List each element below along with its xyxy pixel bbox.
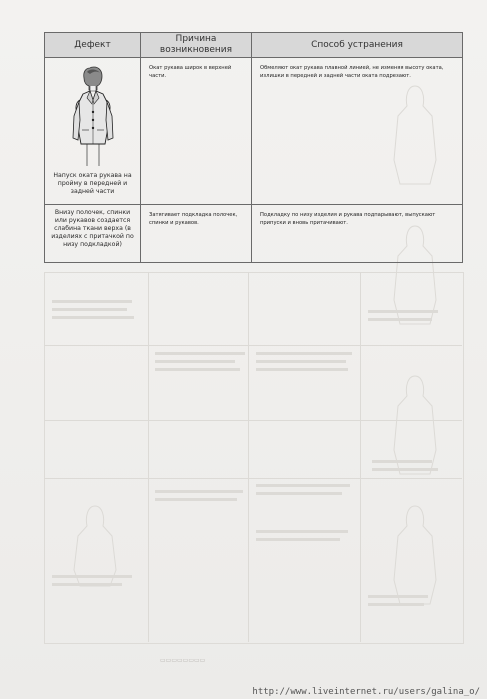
bleed-through-text [52, 300, 132, 303]
bleed-through-text [155, 498, 237, 501]
bleed-through-text [256, 492, 342, 495]
cause-description: Затягивает подкладка полочек, спинки и рукавов. [149, 212, 238, 226]
bleed-through-text [52, 308, 127, 311]
bleed-through-text [155, 368, 240, 371]
column-header-fix: Способ устранения [252, 33, 463, 58]
bleed-through-text [256, 368, 348, 371]
bleed-through-text [256, 530, 348, 533]
cause-description: Окат рукава широк в верхней части. [149, 65, 232, 79]
column-header-defect: Дефект [45, 33, 141, 58]
defect-cell [45, 205, 141, 263]
fix-cell [252, 58, 463, 205]
table-row [45, 205, 463, 263]
source-url-watermark: http://www.liveinternet.ru/users/galina_o/ [252, 687, 480, 697]
fix-description: Подкладку по низу изделия и рукава подпарывают, выпускают припуски и вновь притачивают. [260, 212, 436, 226]
bleed-through-text [256, 484, 350, 487]
cause-cell [141, 58, 252, 205]
bleed-through-sketch [380, 370, 450, 480]
bleed-through-divider [248, 272, 249, 642]
bleed-through-text [155, 490, 243, 493]
defect-description: Напуск оката рукава на пройму в передней и задней части [53, 172, 132, 195]
bleed-through-text [155, 352, 245, 355]
bleed-through-text [256, 352, 352, 355]
bleed-through-page-number: ▭▭▭▭▭▭▭▭ [160, 657, 206, 664]
jacket-sleeve-defect-figure [63, 64, 123, 170]
table-row [45, 58, 463, 205]
fix-cell [252, 205, 463, 263]
column-header-cause: Причина возникновения [141, 33, 252, 58]
bleed-through-divider [148, 272, 149, 642]
bleed-through-divider [360, 272, 361, 642]
bleed-through-sketch [60, 500, 130, 590]
bleed-through-divider [44, 345, 462, 346]
bleed-through-text [52, 316, 134, 319]
defect-cell [45, 58, 141, 205]
bleed-through-text [256, 538, 340, 541]
defects-table [44, 32, 463, 263]
bleed-through-text [155, 360, 235, 363]
bleed-through-sketch [380, 500, 450, 610]
bleed-through-text [256, 360, 346, 363]
fix-description: Обмеляют окат рукава плавной линией, не изменяя высоту оката, излишки в передней и задней части оката подрезают. [260, 65, 444, 79]
cause-cell [141, 205, 252, 263]
defect-description: Внизу полочек, спинки или рукавов создается слабина ткани верха (в изделиях с притачкой по низу подкладкой) [51, 209, 134, 248]
